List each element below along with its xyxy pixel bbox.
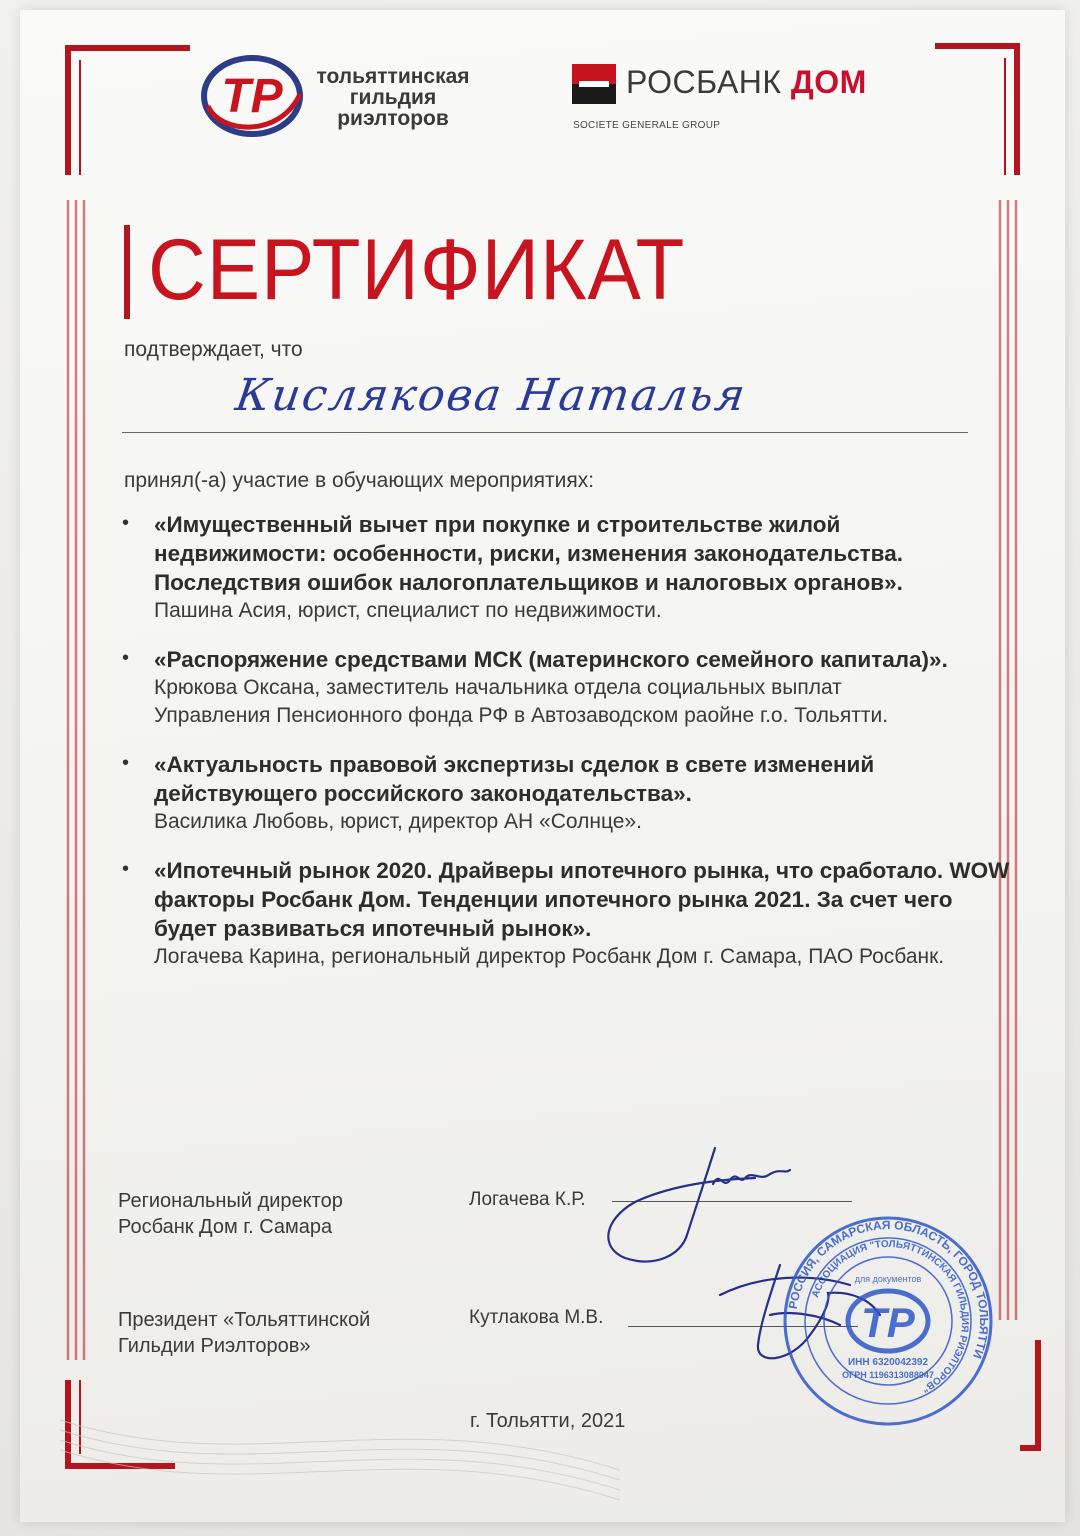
stamp-logo: TP — [861, 1299, 915, 1346]
confirms-text: подтверждает, что — [124, 338, 303, 361]
guild-name-line: гильдия — [349, 86, 437, 109]
event-item — [122, 645, 954, 730]
rosbank-name — [626, 64, 867, 101]
event-speaker: Василика Любовь, юрист, директор АН «Солнце». — [154, 810, 642, 833]
recipient-name: Кислякова Наталья — [232, 370, 751, 421]
event-speaker: Логачева Карина, региональный директор Росбанк Дом г. Самара, ПАО Росбанк. — [154, 945, 945, 968]
bank-group: SOCIETE GENERALE GROUP — [573, 120, 721, 131]
rosbank-logo — [572, 64, 616, 104]
recipient-underline — [122, 432, 968, 433]
bank-name-accent: ДОМ — [790, 64, 867, 100]
guild-logo — [200, 54, 305, 138]
signature-1 — [595, 1140, 795, 1270]
signatory-role-line: Президент «Тольяттинской — [118, 1309, 371, 1331]
event-title: «Имущественный вычет при покупке и строительстве жилой недвижимости: особенности, риски, изменения законодательства. Последствия ошибок налогоплательщиков и налоговых органов». — [154, 512, 903, 595]
signatory-name: Логачева К.Р. — [469, 1189, 586, 1210]
signatory-role — [118, 1307, 370, 1359]
guild-stamp — [782, 1215, 994, 1427]
event-item — [122, 510, 974, 625]
guild-logo-text: TP — [221, 70, 283, 123]
stamp-inner-path: АССОЦИАЦИЯ "ТОЛЬЯТТИНСКАЯ ГИЛЬДИЯ РИЭЛТОРОВ" — [810, 1238, 971, 1395]
guild-name-line: тольяттинская — [316, 65, 470, 88]
event-item — [122, 750, 974, 836]
signatory-role-line: Гильдии Риэлторов» — [118, 1335, 311, 1357]
bank-name: РОСБАНК — [626, 64, 782, 100]
bullet: • — [122, 512, 130, 534]
event-title: «Актуальность правовой экспертизы сделок в свете изменений действующего российского законодательства». — [154, 752, 875, 806]
stamp-outer-path: РОССИЯ, САМАРСКАЯ ОБЛАСТЬ, ГОРОД ТОЛЬЯТТИ — [785, 1217, 992, 1361]
event-item — [122, 856, 1014, 971]
event-title: «Распоряжение средствами МСК (материнского семейного капитала)». — [154, 647, 948, 672]
signatory-role-line: Росбанк Дом г. Самара — [118, 1216, 333, 1238]
certificate-title: СЕРТИФИКАТ — [148, 222, 686, 318]
bullet: • — [122, 647, 130, 669]
title-accent-bar — [124, 225, 130, 319]
guild-name — [308, 66, 478, 129]
signatory-name: Кутлакова М.В. — [469, 1307, 604, 1328]
bullet: • — [122, 858, 130, 880]
guild-name-line: риэлторов — [337, 107, 449, 130]
stamp-inn: ИНН 6320042392 — [847, 1357, 929, 1368]
city-year: г. Тольятти, 2021 — [470, 1410, 626, 1432]
stamp-for-docs: для документов — [854, 1274, 922, 1284]
intro-text: принял(-а) участие в обучающих мероприятиях: — [124, 469, 595, 492]
signatory-role — [118, 1188, 343, 1240]
stamp-ogrn: ОГРН 1196313088047 — [842, 1370, 934, 1380]
bullet: • — [122, 752, 130, 774]
events-list — [122, 510, 1010, 971]
event-title: «Ипотечный рынок 2020. Драйверы ипотечного рынка, что сработало. WOW факторы Росбанк Дом. Тенденции ипотечного рынка 2021. За счет чего будет развиваться ипотечный рынок». — [154, 858, 1010, 941]
event-speaker: Пашина Асия, юрист, специалист по недвижимости. — [154, 599, 662, 622]
signatory-role-line: Региональный директор — [118, 1190, 343, 1212]
event-speaker: Крюкова Оксана, заместитель начальника отдела социальных выплат Управления Пенсионного фонда РФ в Автозаводском раойне г.о. Тольятти. — [154, 676, 889, 727]
